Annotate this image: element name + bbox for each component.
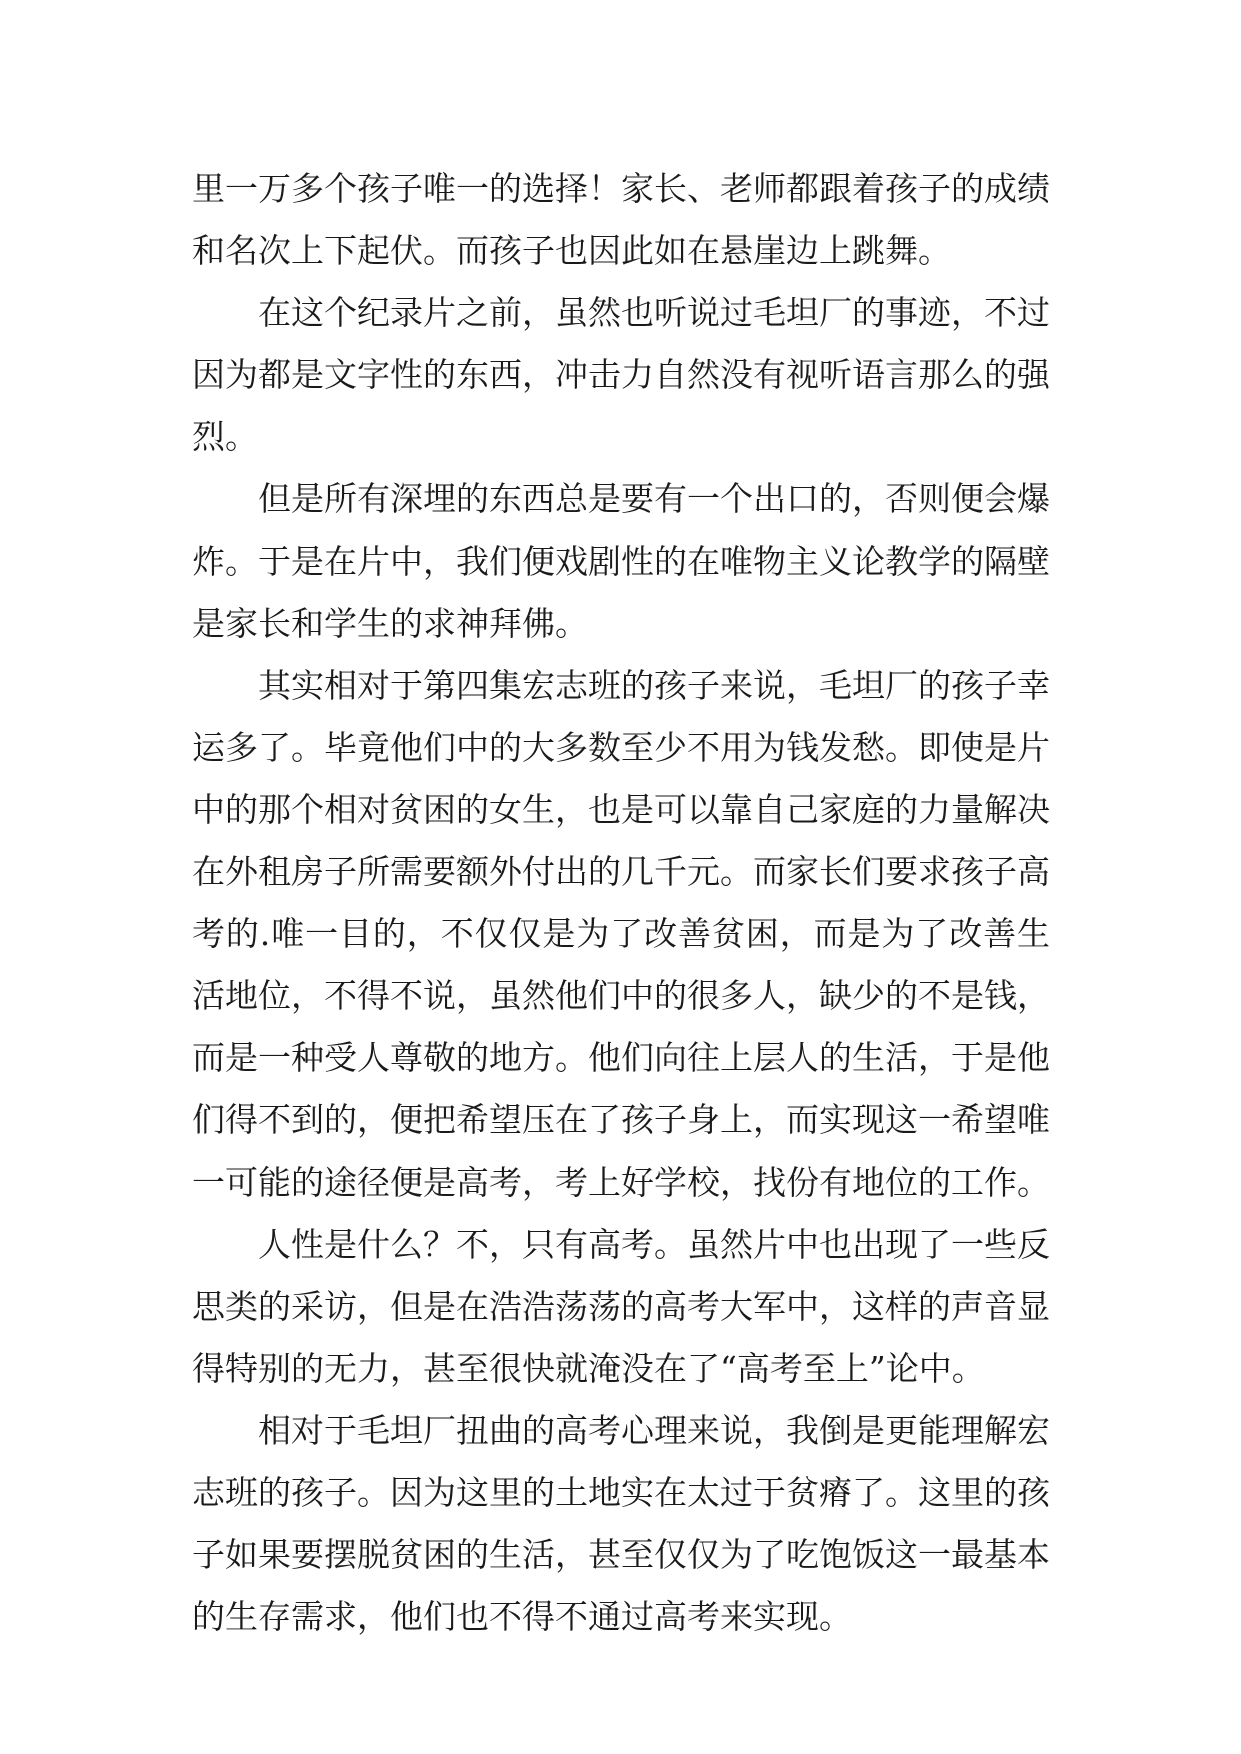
text-line: 活地位，不得不说，虽然他们中的很多人，缺少的不是钱， <box>192 976 1050 1016</box>
text-line: 们得不到的，便把希望压在了孩子身上，而实现这一希望唯 <box>192 1100 1050 1140</box>
text-line: 里一万多个孩子唯一的选择！家长、老师都跟着孩子的成绩 <box>192 169 1050 208</box>
text-line: 得特别的无力，甚至很快就淹没在了“高考至上”论中。 <box>192 1348 985 1388</box>
text-line: 在外租房子所需要额外付出的几千元。而家长们要求孩子高 <box>192 852 1050 892</box>
text-line: 相对于毛坦厂扭曲的高考心理来说，我倒是更能理解宏 <box>258 1410 1050 1450</box>
text-line: 但是所有深埋的东西总是要有一个出口的，否则便会爆 <box>258 479 1050 519</box>
text-line: 运多了。毕竟他们中的大多数至少不用为钱发愁。即使是片 <box>192 727 1050 767</box>
text-line: 志班的孩子。因为这里的土地实在太过于贫瘠了。这里的孩 <box>192 1472 1050 1512</box>
text-line: 因为都是文字性的东西，冲击力自然没有视听语言那么的强 <box>192 355 1050 395</box>
text-line: 的生存需求，他们也不得不通过高考来实现。 <box>192 1597 852 1637</box>
document-body <box>192 158 1050 1648</box>
text-line: 思类的采访，但是在浩浩荡荡的高考大军中，这样的声音显 <box>192 1286 1050 1326</box>
text-line: 人性是什么？不，只有高考。虽然片中也出现了一些反 <box>258 1224 1050 1264</box>
text-line: 考的.唯一目的，不仅仅是为了改善贫困，而是为了改善生 <box>192 914 1050 954</box>
text-line: 是家长和学生的求神拜佛。 <box>192 603 588 643</box>
text-line: 和名次上下起伏。而孩子也因此如在悬崖边上跳舞。 <box>192 231 951 271</box>
text-line: 而是一种受人尊敬的地方。他们向往上层人的生活，于是他 <box>192 1038 1050 1078</box>
text-line: 一可能的途径便是高考，考上好学校，找份有地位的工作。 <box>192 1162 1050 1202</box>
text-line: 其实相对于第四集宏志班的孩子来说，毛坦厂的孩子幸 <box>258 665 1050 705</box>
text-line: 中的那个相对贫困的女生，也是可以靠自己家庭的力量解决 <box>192 789 1050 829</box>
text-line: 子如果要摆脱贫困的生活，甚至仅仅为了吃饱饭这一最基本 <box>192 1535 1050 1575</box>
text-line: 烈。 <box>192 417 258 457</box>
text-line: 炸。于是在片中，我们便戏剧性的在唯物主义论教学的隔壁 <box>192 541 1050 581</box>
text-line: 在这个纪录片之前，虽然也听说过毛坦厂的事迹，不过 <box>258 293 1050 333</box>
